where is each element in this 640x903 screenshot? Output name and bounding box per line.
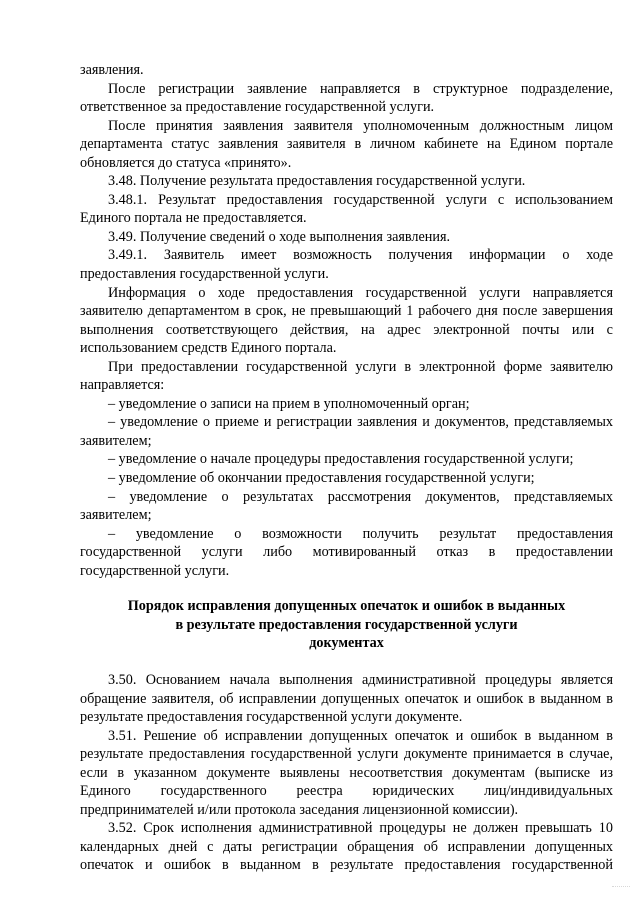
notification-list xyxy=(80,395,613,580)
paragraph-continuation: заявления. xyxy=(80,62,144,78)
clause-3-52: 3.52. Срок исполнения административной процедуры не должен превышать 10 календарных дней с даты регистрации обращения об исправлении допущенных опечаток и ошибок в выданном в результате предоставления государственной xyxy=(80,820,613,874)
paragraph-status-update: После принятия заявления заявителя уполномоченным должностным лицом департамента статус заявления заявителя в личном кабинете на Едином портале обновляется до статуса «принято». xyxy=(80,117,613,171)
list-item: – уведомление о начале процедуры предоставления государственной услуги; xyxy=(108,451,574,468)
paragraph-electronic-form: При предоставлении государственной услуги в электронной форме заявителю направляется: xyxy=(80,358,613,394)
list-item: – уведомление о результатах рассмотрения документов, представляемых заявителем; xyxy=(80,488,613,524)
list-item: – уведомление о приеме и регистрации заявления и документов, представляемых заявителем; xyxy=(80,414,613,449)
clause-3-48: 3.48. Получение результата предоставления государственной услуги. xyxy=(108,173,526,190)
list-item: – уведомление об окончании предоставления государственной услуги; xyxy=(108,470,535,487)
paragraph-registration: После регистрации заявление направляется в структурное подразделение, ответственное за предоставление государственной услуги. xyxy=(80,80,613,116)
scan-artifact xyxy=(612,886,630,893)
heading-line-1: Порядок исправления допущенных опечаток и ошибок в выданных xyxy=(127,598,566,615)
clause-3-51: 3.51. Решение об исправлении допущенных опечаток и ошибок в выданном в результате предоставления государственной услуги документе принимается в случае, если в указанном документе выявлены несоответствия документам (выписке из Единого государственного реестра юридических лиц/индивидуальных предпринимателей и/или протокола заседания лицензионной комиссии). xyxy=(80,727,613,818)
clause-3-48-1: 3.48.1. Результат предоставления государственной услуги с использованием Единого портала не предоставляется. xyxy=(80,191,613,227)
spacer xyxy=(80,653,613,671)
list-item: – уведомление о записи на прием в уполномоченный орган; xyxy=(108,395,470,412)
clause-3-50: 3.50. Основанием начала выполнения административной процедуры является обращение заявителя, об исправлении допущенных опечаток и ошибок в выданном в результате предоставления государственной услуги документе. xyxy=(80,671,613,726)
section-heading xyxy=(80,597,613,653)
heading-line-2: в результате предоставления государственной услуги xyxy=(175,616,518,633)
clause-3-49: 3.49. Получение сведений о ходе выполнения заявления. xyxy=(108,228,451,245)
document-page xyxy=(80,61,613,875)
heading-line-3: документах xyxy=(309,635,384,652)
list-item: – уведомление о возможности получить результат предоставления государственной услуги либо мотивированный отказ в предоставлении государственной услуги. xyxy=(80,525,613,579)
spacer xyxy=(80,580,613,597)
paragraph-progress-info: Информация о ходе предоставления государственной услуги направляется заявителю департаментом в срок, не превышающий 1 рабочего дня после завершения выполнения соответствующего действия, на адрес электронной почты или с использованием средств Единого портала. xyxy=(80,284,613,357)
clause-3-49-1: 3.49.1. Заявитель имеет возможность получения информации о ходе предоставления государственной услуги. xyxy=(80,247,613,283)
